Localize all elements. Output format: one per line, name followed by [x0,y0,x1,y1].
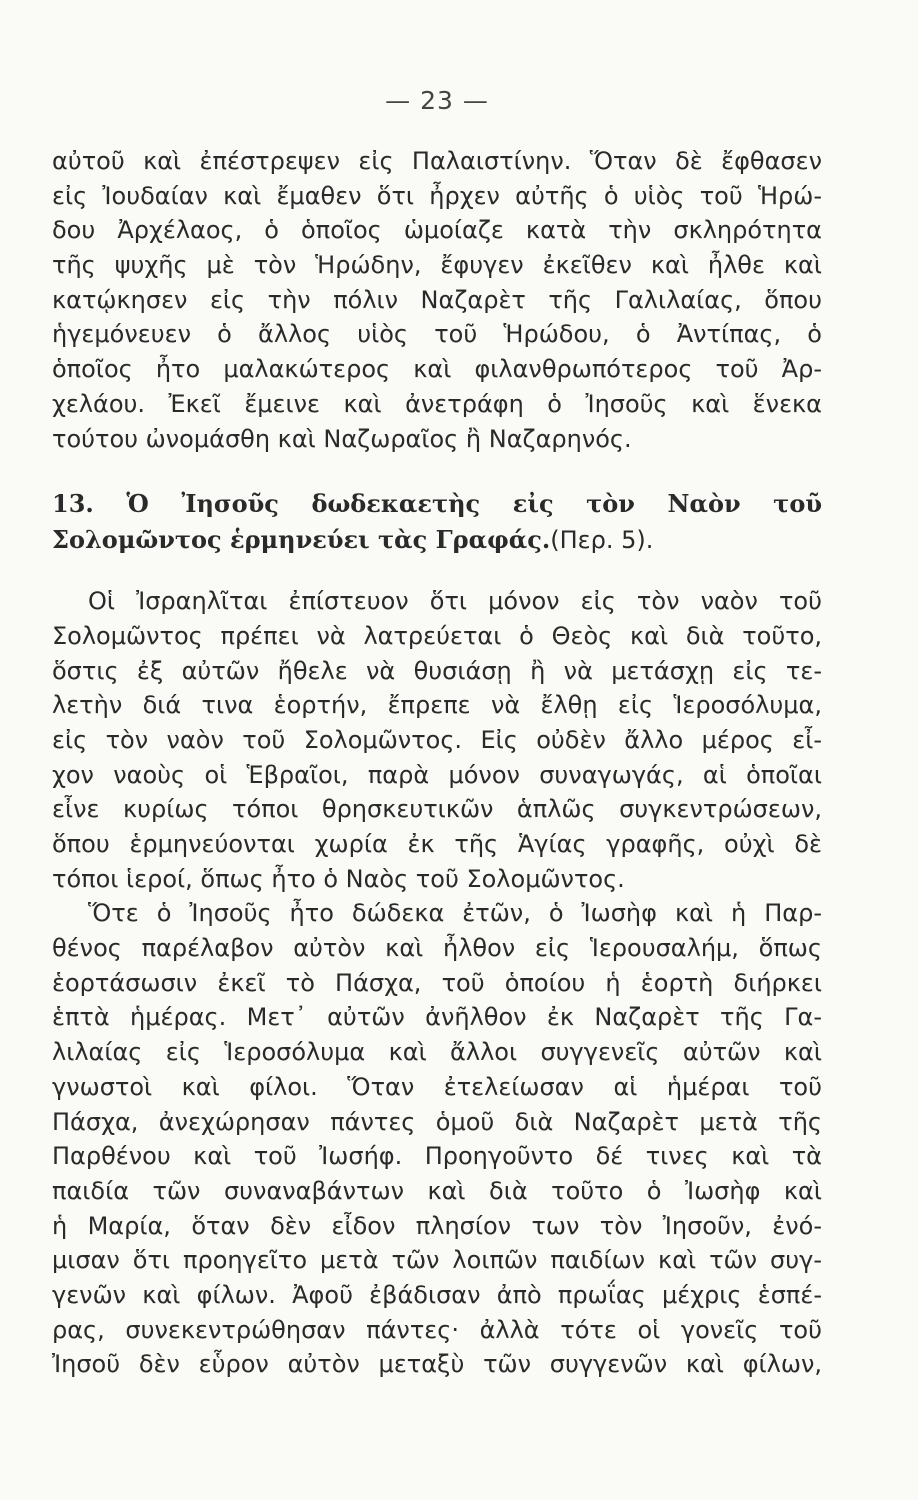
text-line: χον ναοὺς οἱ Ἑβραῖοι, παρὰ μόνον συναγωγάς, αἱ ὁποῖαι [52,760,822,789]
text-line: Σολομῶντος πρέπει νὰ λατρεύεται ὁ Θεὸς καὶ διὰ τοῦτο, [52,621,822,650]
text-line: δου Ἀρχέλαος, ὁ ὁποῖος ὡμοίαζε κατὰ τὴν σκληρότητα [52,216,822,245]
text-line: ὅπου ἑρμηνεύονται χωρία ἐκ τῆς Ἁγίας γραφῆς, οὐχὶ δὲ [52,830,822,858]
paragraph-3 [52,896,822,1382]
text-line: εἰς τὸν ναὸν τοῦ Σολομῶντος. Εἰς οὐδὲν ἄλλο μέρος εἶ- [52,725,822,754]
text-line: κατῴκησεν εἰς τὴν πόλιν Ναζαρὲτ τῆς Γαλιλαίας, ὅπου [52,285,822,314]
heading-line-2 [52,522,822,558]
heading-line-1: 13. Ὁ Ἰησοῦς δωδεκαετὴς εἰς τὸν Ναὸν τοῦ [52,489,822,519]
text-line: Ἰησοῦ δὲν εὗρον αὐτὸν μεταξὺ τῶν συγγενῶν καὶ φίλων, [52,1350,822,1379]
text-line: γενῶν καὶ φίλων. Ἀφοῦ ἐβάδισαν ἀπὸ πρωΐας μέχρις ἑσπέ- [52,1280,822,1309]
text-line: λετὴν διά τινα ἑορτήν, ἔπρεπε νὰ ἔλθῃ εἰς Ἱεροσόλυμα, [52,691,822,720]
text-line: ἑπτὰ ἡμέρας. Μετ᾽ αὐτῶν ἀνῆλθον ἐκ Ναζαρὲτ τῆς Γα- [52,1003,822,1032]
text-line: τῆς ψυχῆς μὲ τὸν Ἡρώδην, ἔφυγεν ἐκεῖθεν καὶ ἦλθε καὶ [52,251,822,280]
page-number: — 23 — [385,86,489,115]
text-line: τούτου ὠνομάσθη καὶ Ναζωραῖος ἢ Ναζαρηνός. [52,424,632,453]
text-line: χελάου. Ἐκεῖ ἔμεινε καὶ ἀνετράφη ὁ Ἰησοῦς καὶ ἕνεκα [52,389,822,418]
text-line: Οἱ Ἰσραηλῖται ἐπίστευον ὅτι μόνον εἰς τὸν ναὸν τοῦ [88,587,822,616]
text-line: εἶνε κυρίως τόποι θρησκευτικῶν ἁπλῶς συγκεντρώσεων, [52,795,822,824]
text-line: τόποι ἱεροί, ὅπως ἦτο ὁ Ναὸς τοῦ Σολομῶντος. [52,864,625,893]
text-line: ὁποῖος ἦτο μαλακώτερος καὶ φιλανθρωπότερος τοῦ Ἀρ- [52,355,822,384]
text-line: ὅστις ἐξ αὐτῶν ἤθελε νὰ θυσιάσῃ ἢ νὰ μετάσχῃ εἰς τε- [52,656,822,685]
text-line: θένος παρέλαβον αὐτὸν καὶ ἦλθον εἰς Ἱερουσαλήμ, ὅπως [52,934,822,963]
text-line: Παρθένου καὶ τοῦ Ἰωσήφ. Προηγοῦντο δέ τινες καὶ τὰ [52,1142,822,1171]
text-line: ἡγεμόνευεν ὁ ἄλλος υἱὸς τοῦ Ἡρώδου, ὁ Ἀντίπας, ὁ [52,320,822,349]
text-line: αὐτοῦ καὶ ἐπέστρεψεν εἰς Παλαιστίνην. Ὅταν δὲ ἔφθασεν [52,147,822,175]
text-line: γνωστοὶ καὶ φίλοι. Ὅταν ἐτελείωσαν αἱ ἡμέραι τοῦ [52,1072,822,1101]
heading-reference: (Περ. 5). [550,526,654,555]
text-line: ἑορτάσωσιν ἐκεῖ τὸ Πάσχα, τοῦ ὁποίου ἡ ἑορτὴ διήρκει [52,968,822,997]
text-line: ρας, συνεκεντρώθησαν πάντες· ἀλλὰ τότε οἱ γονεῖς τοῦ [52,1315,822,1344]
book-page [52,78,822,1382]
section-heading [52,486,822,558]
paragraph-2 [52,584,822,896]
text-line: εἰς Ἰουδαίαν καὶ ἔμαθεν ὅτι ἦρχεν αὐτῆς ὁ υἱὸς τοῦ Ἡρώ- [52,181,822,210]
text-line: μισαν ὅτι προηγεῖτο μετὰ τῶν λοιπῶν παιδίων καὶ τῶν συγ- [52,1246,822,1275]
text-line: Ὅτε ὁ Ἰησοῦς ἦτο δώδεκα ἐτῶν, ὁ Ἰωσὴφ καὶ ἡ Παρ- [88,899,822,928]
text-line: λιλαίας εἰς Ἱεροσόλυμα καὶ ἄλλοι συγγενεῖς αὐτῶν καὶ [52,1038,822,1067]
text-line: ἡ Μαρία, ὅταν δὲν εἶδον πλησίον των τὸν Ἰησοῦν, ἐνό- [52,1211,822,1240]
text-line: παιδία τῶν συναναβάντων καὶ διὰ τοῦτο ὁ Ἰωσὴφ καὶ [52,1176,822,1205]
text-line: Πάσχα, ἀνεχώρησαν πάντες ὁμοῦ διὰ Ναζαρὲτ μετὰ τῆς [52,1107,822,1136]
paragraph-1 [52,144,822,456]
heading-title-end: Σολομῶντος ἑρμηνεύει τὰς Γραφάς. [52,525,551,555]
